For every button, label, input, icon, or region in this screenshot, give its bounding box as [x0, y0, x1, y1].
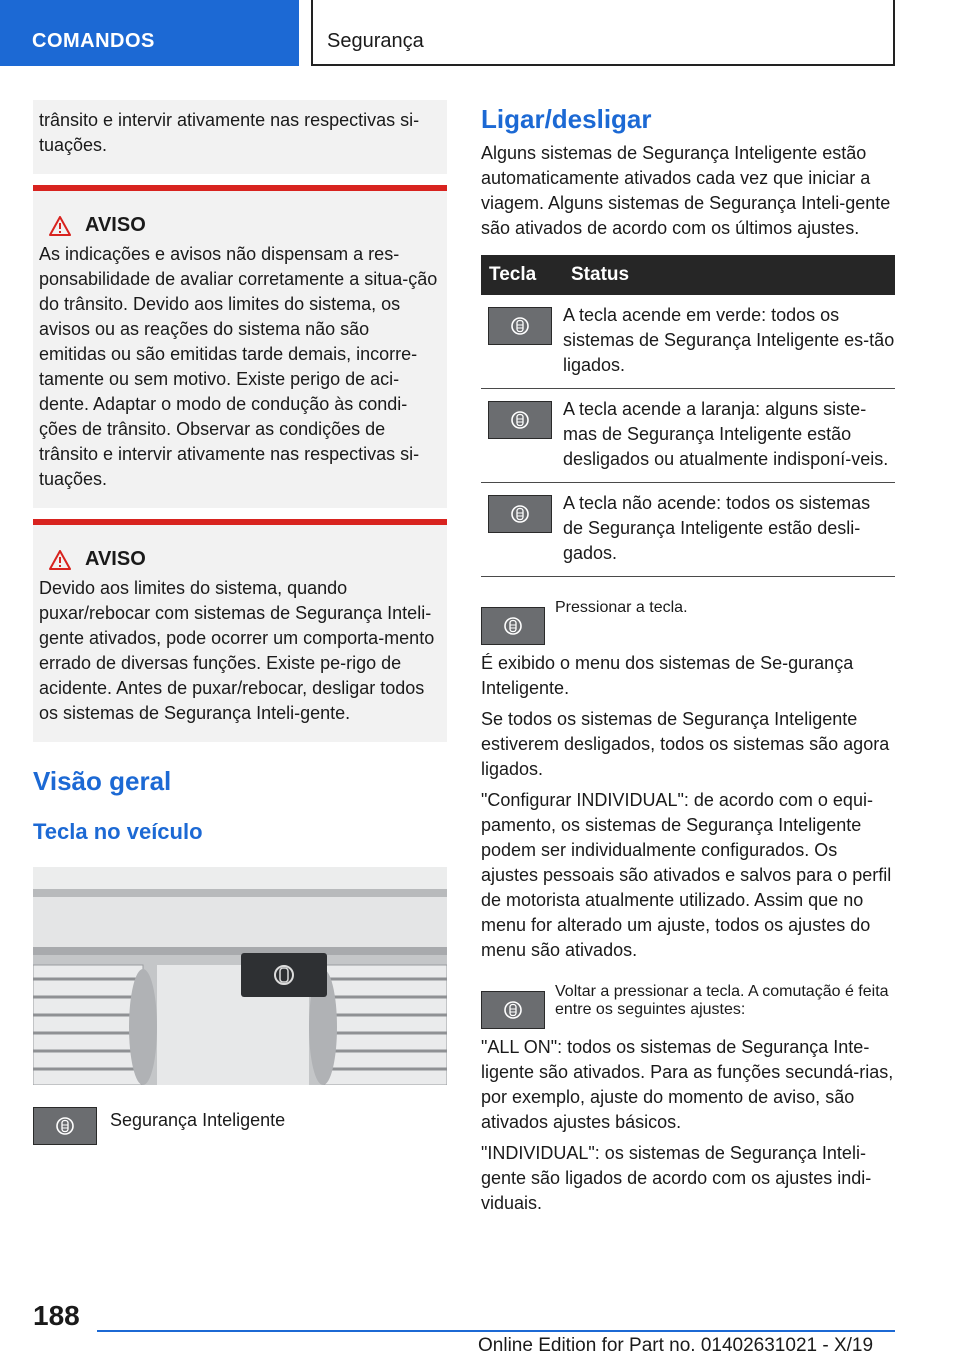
key-status-table: [481, 255, 895, 577]
page-number: 188: [33, 1300, 80, 1331]
key-cell: [481, 389, 563, 483]
warning-title: [39, 547, 441, 572]
table-header-row: [481, 255, 895, 295]
all-on-text: "ALL ON": todos os sistemas de Segurança Inte-ligente são ativados. Para as funções secundá-rias, por exemplo, ajuste do momento de aviso, são ativados ajustes básicos.: [481, 1037, 894, 1132]
warning-text: Devido aos limites do sistema, quando puxar/rebocar com sistemas de Segurança Inteli-gente ativados, pode ocorrer um comporta-mento errado de diversas funções. Existe pe-rigo de acidente. Antes de puxar/rebocar, desligar todos os sistemas de Segurança Inteli-gente.: [39, 578, 435, 723]
intelligent-safety-key-icon: [488, 307, 552, 345]
intelligent-safety-key-icon: [33, 1107, 97, 1145]
status-cell: A tecla não acende: todos os sistemas de Segurança Inteligente estão desli-gados.: [563, 483, 895, 577]
configure-text: "Configurar INDIVIDUAL": de acordo com o equi-pamento, os sistemas de Segurança Inteligente podem ser individualmente configurados. Os ajustes pessoais são ativados e salvos para o perfil de motorista atualmente utilizado. Assim que no menu for alterado um ajuste, todos os ajustes do menu são ativados.: [481, 790, 892, 960]
warning-box-2: [33, 519, 447, 742]
section-title: Segurança: [311, 0, 895, 66]
press-again-step: [481, 983, 895, 1029]
warning-triangle-icon: [49, 216, 71, 236]
key-caption: Segurança Inteligente: [110, 1110, 286, 1130]
key-cell: [481, 295, 563, 389]
table-row: [481, 483, 895, 577]
vehicle-key-photo: [33, 867, 447, 1085]
warning-title-text: AVISO: [85, 548, 146, 570]
left-column: [33, 100, 447, 1145]
on-off-heading: Ligar/desligar: [481, 104, 652, 134]
right-column: [481, 100, 895, 1216]
key-cell: [481, 483, 563, 577]
warning-title-text: AVISO: [85, 214, 146, 236]
menu-shown-text: É exibido o menu dos sistemas de Se-gurança Inteligente.: [481, 653, 854, 698]
press-key-text: Pressionar a tecla.: [555, 599, 688, 616]
press-again-text: Voltar a pressionar a tecla. A comutação é feita entre os seguintes ajustes:: [555, 983, 889, 1018]
column-header-status: Status: [563, 255, 895, 295]
warning-box-1: [33, 185, 447, 508]
status-cell: A tecla acende a laranja: alguns siste-mas de Segurança Inteligente estão desligados ou atualmente indisponí-veis.: [563, 389, 895, 483]
continued-text: trânsito e intervir ativamente nas respectivas si-tuações.: [39, 110, 420, 155]
intro-text: Alguns sistemas de Segurança Inteligente estão automaticamente ativados cada vez que iniciar a viagem. Alguns sistemas de Segurança Inteli-gente são ativados de acordo com os últimos ajustes.: [481, 143, 891, 238]
table-row: [481, 389, 895, 483]
intelligent-safety-key-icon: [488, 401, 552, 439]
if-all-off-text: Se todos os sistemas de Segurança Inteligente estiverem desligados, todos os sistemas são agora ligados.: [481, 709, 890, 779]
footer-divider: [97, 1330, 895, 1332]
status-cell: A tecla acende em verde: todos os sistemas de Segurança Inteligente es-tão ligados.: [563, 295, 895, 389]
edition-footer: Online Edition for Part no. 01402631021 - X/19: [478, 1335, 874, 1356]
intelligent-safety-key-icon: [488, 495, 552, 533]
key-in-vehicle-heading: Tecla no veículo: [33, 819, 203, 844]
continued-note: [33, 100, 447, 174]
individual-text: "INDIVIDUAL": os sistemas de Segurança Inteli-gente são ligados de acordo com os ajustes indi-viduais.: [481, 1143, 872, 1213]
press-key-step: [481, 599, 895, 645]
intelligent-safety-key-icon: [481, 607, 545, 645]
key-legend: [33, 1103, 447, 1145]
warning-triangle-icon: [49, 550, 71, 570]
warning-title: [39, 213, 441, 238]
warning-text: As indicações e avisos não dispensam a res-ponsabilidade de avaliar corretamente a situa-ção do trânsito. Devido aos limites do sistema, os avisos ou as reações do sistema não são emitidas ou são emitidas tarde demais, incorre-tamente ou sem motivo. Existe perigo de aci-dente. Adaptar o modo de condução às condi-ções de trânsito. Observar as condições de trânsito e intervir ativamente nas respectivas si-tuações.: [39, 244, 438, 489]
overview-heading: Visão geral: [33, 766, 172, 796]
intelligent-safety-key-icon: [481, 991, 545, 1029]
chapter-tab: COMANDOS: [0, 0, 299, 66]
table-row: [481, 295, 895, 389]
column-header-key: Tecla: [481, 255, 563, 295]
